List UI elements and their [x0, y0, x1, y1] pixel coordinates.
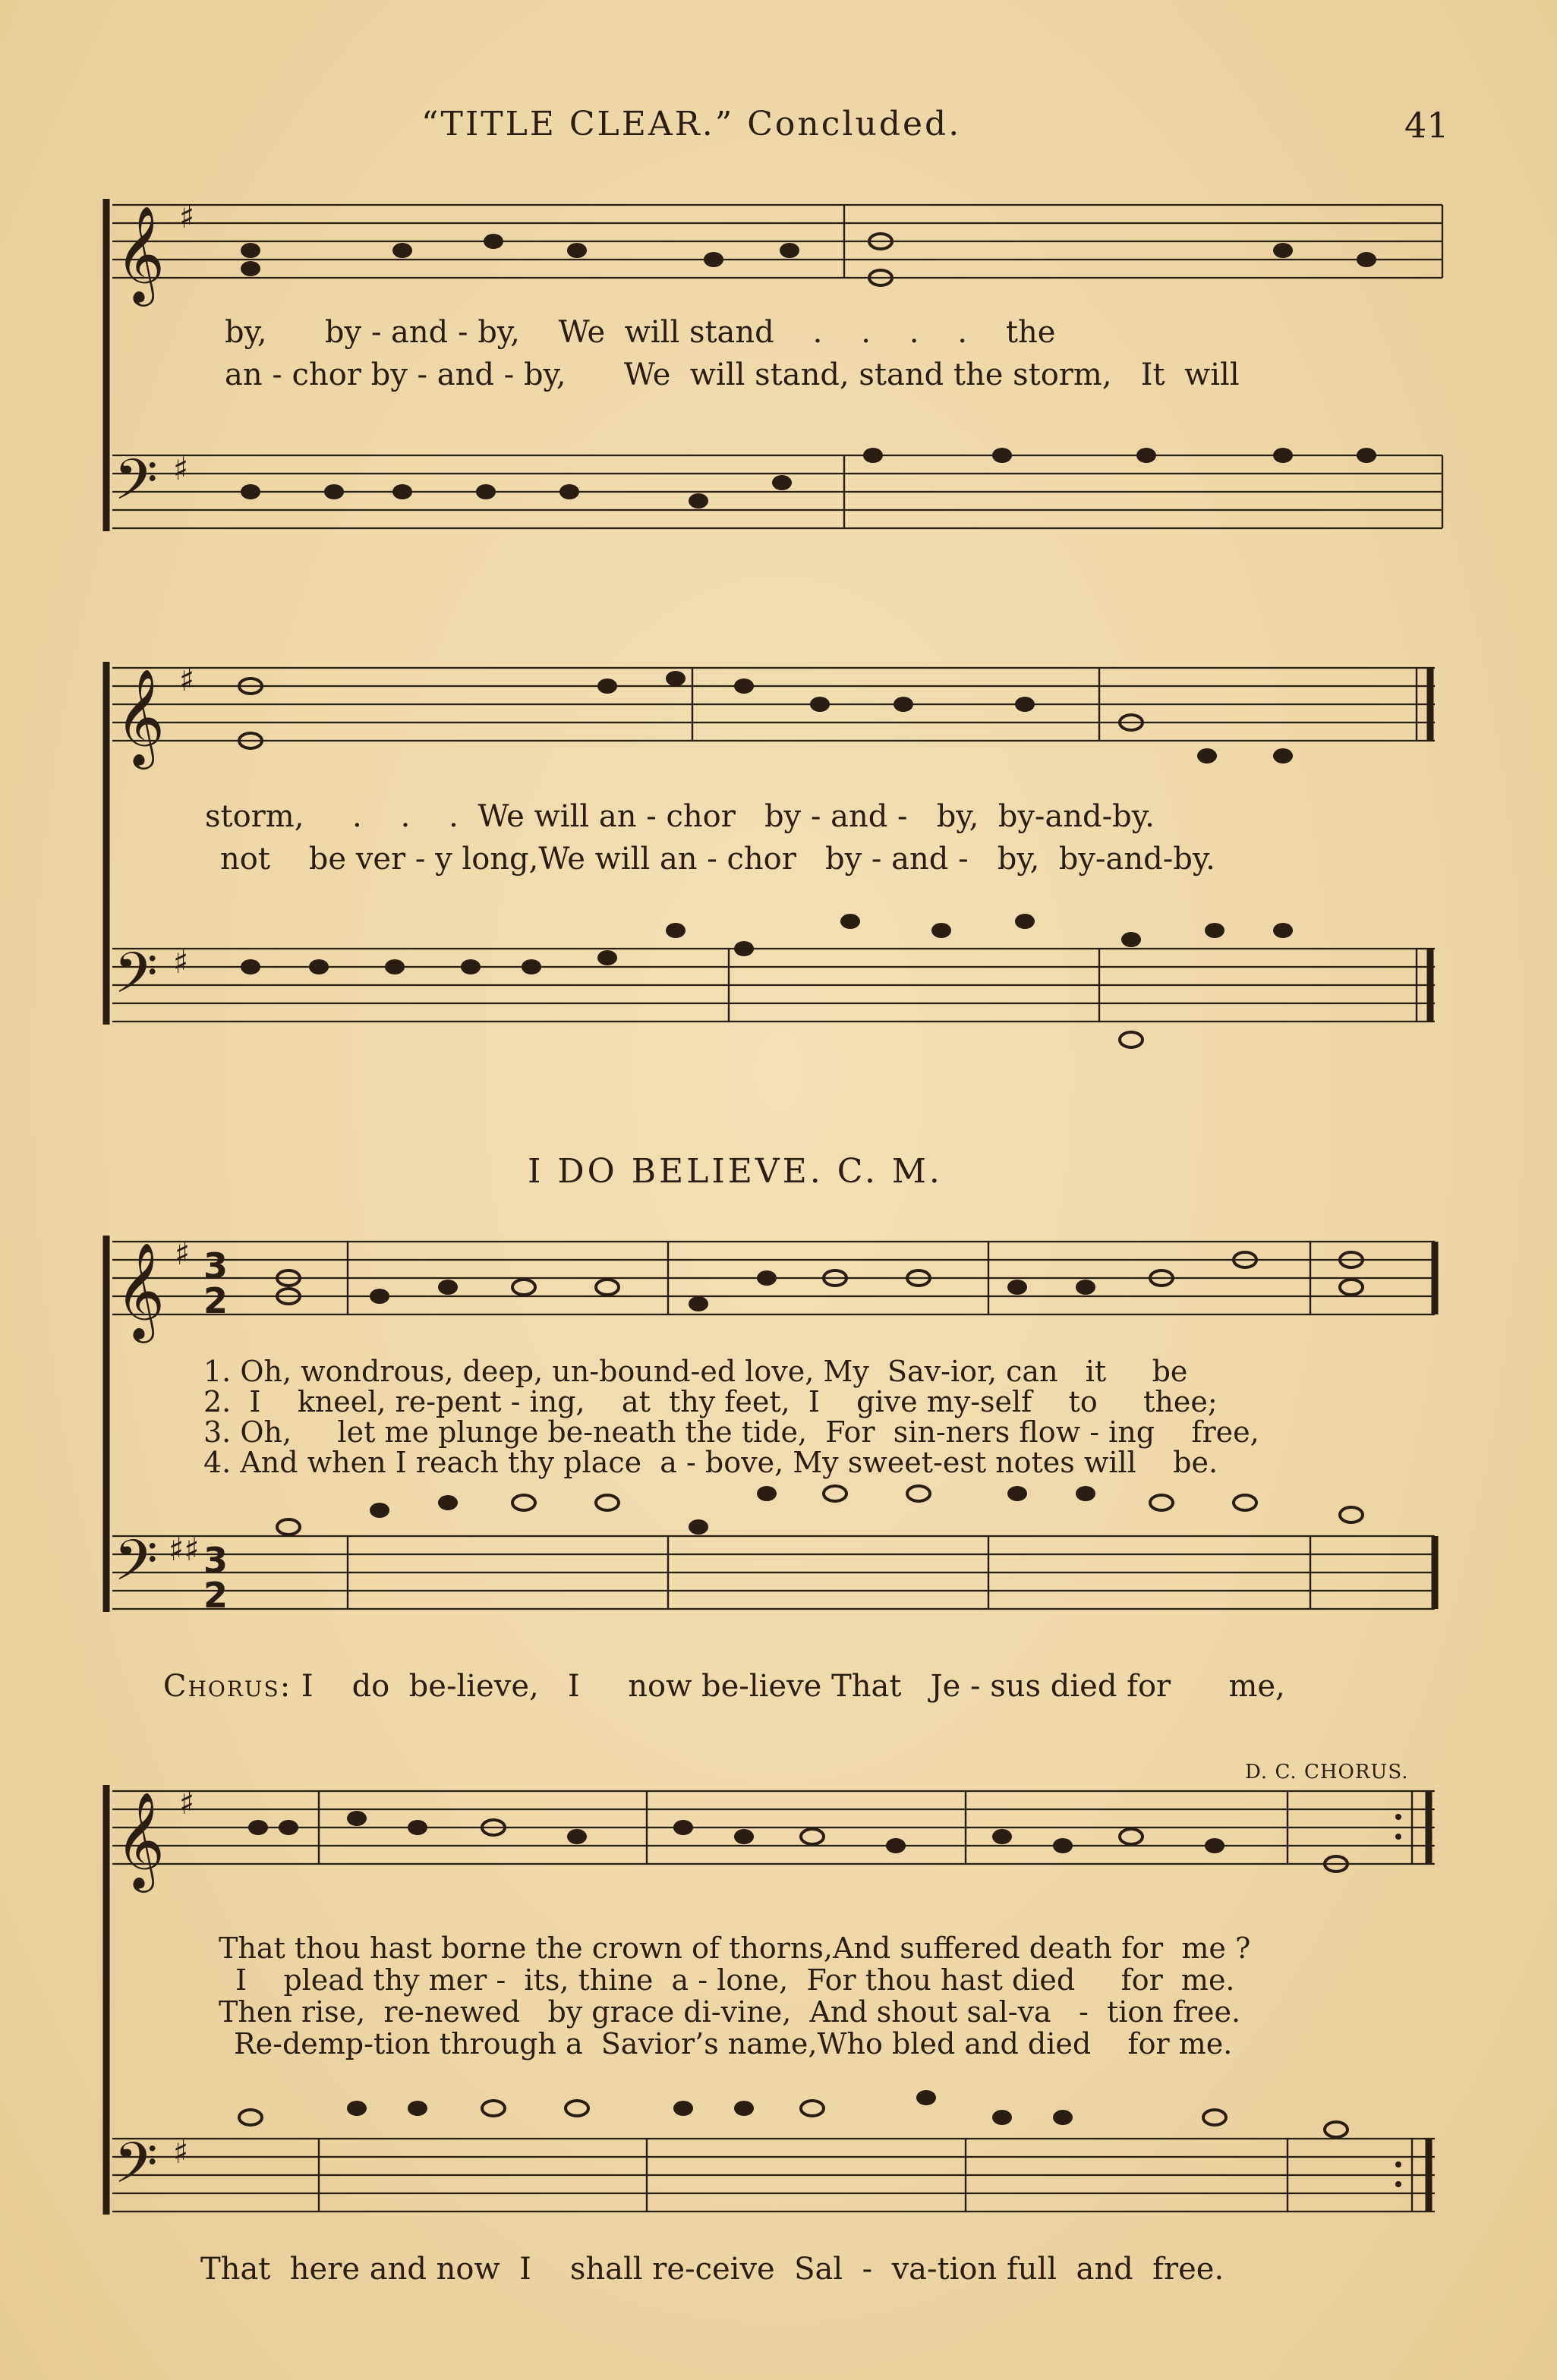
staff-system1-treble — [112, 198, 1442, 307]
verse-1-part2: That thou hast borne the crown of thorns,And suffered death for me ? — [219, 1931, 1251, 1965]
svg-text:𝄢: 𝄢 — [114, 940, 158, 1020]
hymn-title: I DO BELIEVE. C. M. — [528, 1152, 943, 1191]
svg-text:𝄢: 𝄢 — [114, 1528, 158, 1607]
verse-3-part1: 3. Oh, let me plunge be-neath the tide, For sin-ners flow - ing free, — [203, 1415, 1259, 1449]
system1-lyrics-line1: by, by - and - by, We will stand . . . . the — [225, 315, 1056, 350]
chorus-label: Chorus: — [162, 1669, 292, 1704]
verse-3-part2: Then rise, re-newed by grace di-vine, And shout sal-va - tion free. — [219, 1995, 1241, 2029]
svg-text:♯: ♯ — [179, 661, 195, 698]
svg-text:♯: ♯ — [173, 450, 189, 487]
verse-2-part1: 2. I kneel, re-pent - ing, at thy feet, I give my-self to thee; — [203, 1385, 1218, 1418]
system2-lyrics-line1: storm, . . . We will an - chor by - and - by, by-and-by. — [205, 799, 1155, 834]
staff-system2-treble — [112, 661, 1435, 770]
verse-2-part2: I plead thy mer - its, thine a - lone, For thou hast died for me. — [235, 1963, 1235, 1997]
svg-text:♯: ♯ — [179, 198, 195, 235]
svg-text:𝄞: 𝄞 — [115, 1242, 165, 1339]
svg-text:♯: ♯ — [173, 943, 189, 981]
svg-text:♯: ♯ — [173, 2133, 189, 2171]
svg-text:𝄢: 𝄢 — [114, 2130, 158, 2210]
svg-text:𝄞: 𝄞 — [115, 1791, 165, 1888]
svg-text:2: 2 — [203, 1575, 229, 1616]
svg-text:♯♯: ♯♯ — [169, 1531, 200, 1568]
page-header-title: “TITLE CLEAR.” Concluded. — [421, 105, 962, 143]
staff-system3-treble — [112, 1235, 1435, 1343]
page-number: 41 — [1404, 105, 1449, 146]
svg-text:3: 3 — [203, 1245, 229, 1286]
svg-text:♯: ♯ — [179, 1784, 195, 1821]
verse-1-part1: 1. Oh, wondrous, deep, un-bound-ed love, My Sav-ior, can it be — [203, 1355, 1188, 1388]
svg-text:𝄢: 𝄢 — [114, 447, 158, 527]
svg-text:3: 3 — [203, 1540, 229, 1581]
chorus-line1 — [124, 1641, 1285, 1732]
verse-4-part1: 4. And when I reach thy place a - bove, My sweet-est notes will be. — [203, 1446, 1218, 1479]
dc-chorus-marking: D. C. CHORUS. — [1245, 1761, 1409, 1783]
svg-text:♯: ♯ — [175, 1235, 191, 1272]
verse-4-part2: Re-demp-tion through a Savior’s name,Who bled and died for me. — [234, 2027, 1233, 2060]
system2-lyrics-line2: not be ver - y long,We will an - chor by - and - by, by-and-by. — [220, 842, 1215, 877]
chorus-line1-text: I do be-lieve, I now be-lieve That Je - sus died for me, — [292, 1669, 1285, 1704]
svg-text:2: 2 — [203, 1280, 229, 1321]
staff-system4-treble — [112, 1784, 1435, 1893]
svg-text:𝄞: 𝄞 — [115, 205, 165, 302]
svg-text:𝄞: 𝄞 — [115, 668, 165, 765]
chorus-line2: That here and now I shall re-ceive Sal - va-tion full and free. — [200, 2252, 1224, 2287]
system1-lyrics-line2: an - chor by - and - by, We will stand, stand the storm, It will — [225, 357, 1240, 392]
